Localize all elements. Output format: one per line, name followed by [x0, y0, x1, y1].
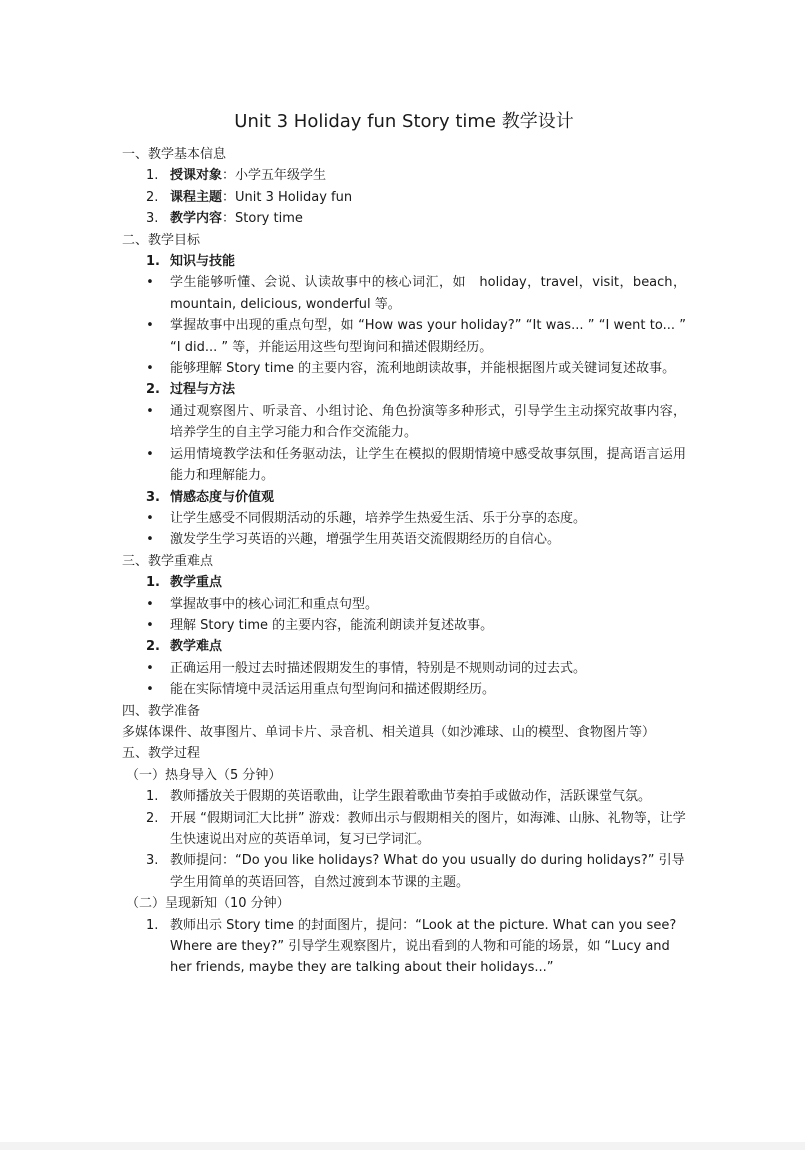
bullet-item: [122, 358, 686, 379]
subheading-key-focus: [122, 572, 686, 593]
document-title: Unit 3 Holiday fun Story time 教学设计: [234, 111, 574, 132]
bullet-text: 通过观察图片、听录音、小组讨论、角色扮演等多种形式，引导学生主动探究故事内容，培养学生的自主学习能力和合作交流能力。: [170, 403, 686, 441]
subheading-process-method: [122, 379, 686, 400]
section-heading-preparation: 四、教学准备: [122, 703, 201, 719]
subsection-heading-warmup: （一）热身导入（5 分钟）: [126, 767, 282, 783]
bullet-text: 正确运用一般过去时描述假期发生的事情，特别是不规则动词的过去式。: [170, 660, 587, 676]
list-item: [122, 187, 686, 208]
list-text: 教师提问：“Do you like holidays? What do you usually do during holidays?” 引导学生用简单的英语回答，自然过渡到本节课的主题。: [170, 853, 685, 890]
list-number: 2.: [146, 810, 159, 826]
bullet-text: 能在实际情境中灵活运用重点句型询问和描述假期经历。: [170, 682, 496, 698]
bullet-item: [122, 315, 686, 358]
bullet-item: [122, 529, 686, 550]
list-number: 1.: [146, 168, 159, 184]
bullet-item: [122, 272, 686, 315]
field-separator: ：: [222, 211, 236, 227]
bullet-icon: •: [146, 446, 154, 462]
bullet-text: 能够理解 Story time 的主要内容，流利地朗读故事，并能根据图片或关键词复述故事。: [170, 361, 676, 377]
bullet-icon: •: [146, 361, 154, 377]
subheading-text: 知识与技能: [170, 254, 236, 270]
list-item: [122, 808, 686, 851]
field-value: Unit 3 Holiday fun: [235, 189, 353, 205]
bullet-text: 理解 Story time 的主要内容，能流利朗读并复述故事。: [170, 617, 494, 633]
subheading-difficulty: [122, 636, 686, 657]
section-heading-goals: 二、教学目标: [122, 232, 201, 248]
bullet-icon: •: [146, 596, 154, 612]
list-number: 2.: [146, 382, 160, 398]
bullet-item: [122, 401, 686, 444]
section-heading-basic-info: 一、教学基本信息: [122, 147, 227, 162]
bullet-item: [122, 444, 686, 487]
bullet-text: 运用情境教学法和任务驱动法，让学生在模拟的假期情境中感受故事氛围，提高语言运用能力和理解能力。: [170, 446, 686, 484]
list-item: [122, 850, 686, 893]
bullet-item: [122, 508, 686, 529]
bullet-icon: •: [146, 318, 154, 334]
list-number: 2.: [146, 639, 160, 655]
bullet-icon: •: [146, 660, 154, 676]
list-number: 3.: [146, 853, 159, 869]
field-label: 教学内容: [170, 211, 223, 227]
bullet-icon: •: [146, 510, 154, 526]
bullet-icon: •: [146, 617, 154, 633]
list-text: 开展 “假期词汇大比拼” 游戏：教师出示与假期相关的图片，如海滩、山脉、礼物等，让学生快速说出对应的英语单词，复习已学词汇。: [170, 810, 686, 847]
section-heading-process: 五、教学过程: [122, 746, 201, 762]
field-separator: ：: [222, 189, 236, 205]
bullet-text: 激发学生学习英语的兴趣，增强学生用英语交流假期经历的自信心。: [170, 532, 561, 548]
subheading-text: 教学难点: [170, 639, 223, 655]
bullet-item: [122, 679, 686, 700]
field-label: 授课对象: [170, 168, 223, 184]
field-value: Story time: [235, 211, 303, 227]
list-number: 1.: [146, 254, 160, 270]
bullet-text: 掌握故事中的核心词汇和重点句型。: [170, 596, 379, 612]
list-text: 教师出示 Story time 的封面图片，提问：“Look at the picture. What can you see? Where are they?” 引导学生观察图片，说出看到的人物和可能的场景，如 “Lucy and her friends, maybe they are talking about their holidays...”: [170, 917, 677, 976]
list-number: 3.: [146, 489, 160, 505]
list-number: 3.: [146, 211, 159, 227]
field-value: 小学五年级学生: [235, 168, 327, 184]
list-item: [122, 165, 686, 186]
list-item: [122, 915, 686, 979]
subheading-attitude: [122, 487, 686, 508]
list-number: 2.: [146, 189, 159, 205]
field-separator: ：: [222, 168, 236, 184]
subheading-text: 教学重点: [170, 575, 223, 591]
list-item: [122, 208, 686, 229]
field-label: 课程主题: [170, 189, 223, 205]
subheading-knowledge: [122, 251, 686, 272]
bullet-text: 掌握故事中出现的重点句型，如 “How was your holiday?” “It was... ” “I went to... ” “I did... ” 等，并能运用这些句型询问和描述假期经历。: [170, 318, 686, 355]
bullet-icon: •: [146, 682, 154, 698]
list-number: 1.: [146, 789, 159, 805]
list-number: 1.: [146, 917, 159, 933]
subheading-text: 过程与方法: [170, 382, 236, 398]
bullet-icon: •: [146, 403, 154, 419]
section-heading-key-points: 三、教学重难点: [122, 553, 214, 569]
list-item: [122, 786, 686, 807]
preparation-text: 多媒体课件、故事图片、单词卡片、录音机、相关道具（如沙滩球、山的模型、食物图片等）: [122, 724, 656, 740]
bullet-text: 学生能够听懂、会说、认读故事中的核心词汇，如 holiday，travel，visit，beach，mountain, delicious, wonderful 等。: [170, 275, 686, 312]
subheading-text: 情感态度与价值观: [170, 489, 275, 505]
document-body: [122, 108, 686, 979]
subsection-heading-presentation: （二）呈现新知（10 分钟）: [126, 896, 290, 912]
bullet-icon: •: [146, 532, 154, 548]
list-number: 1.: [146, 575, 160, 591]
list-text: 教师播放关于假期的英语歌曲，让学生跟着歌曲节奏拍手或做动作，活跃课堂气氛。: [170, 789, 652, 805]
bullet-item: [122, 615, 686, 636]
bullet-item: [122, 594, 686, 615]
bullet-icon: •: [146, 275, 154, 291]
bullet-text: 让学生感受不同假期活动的乐趣，培养学生热爱生活、乐于分享的态度。: [170, 510, 587, 526]
bullet-item: [122, 658, 686, 679]
